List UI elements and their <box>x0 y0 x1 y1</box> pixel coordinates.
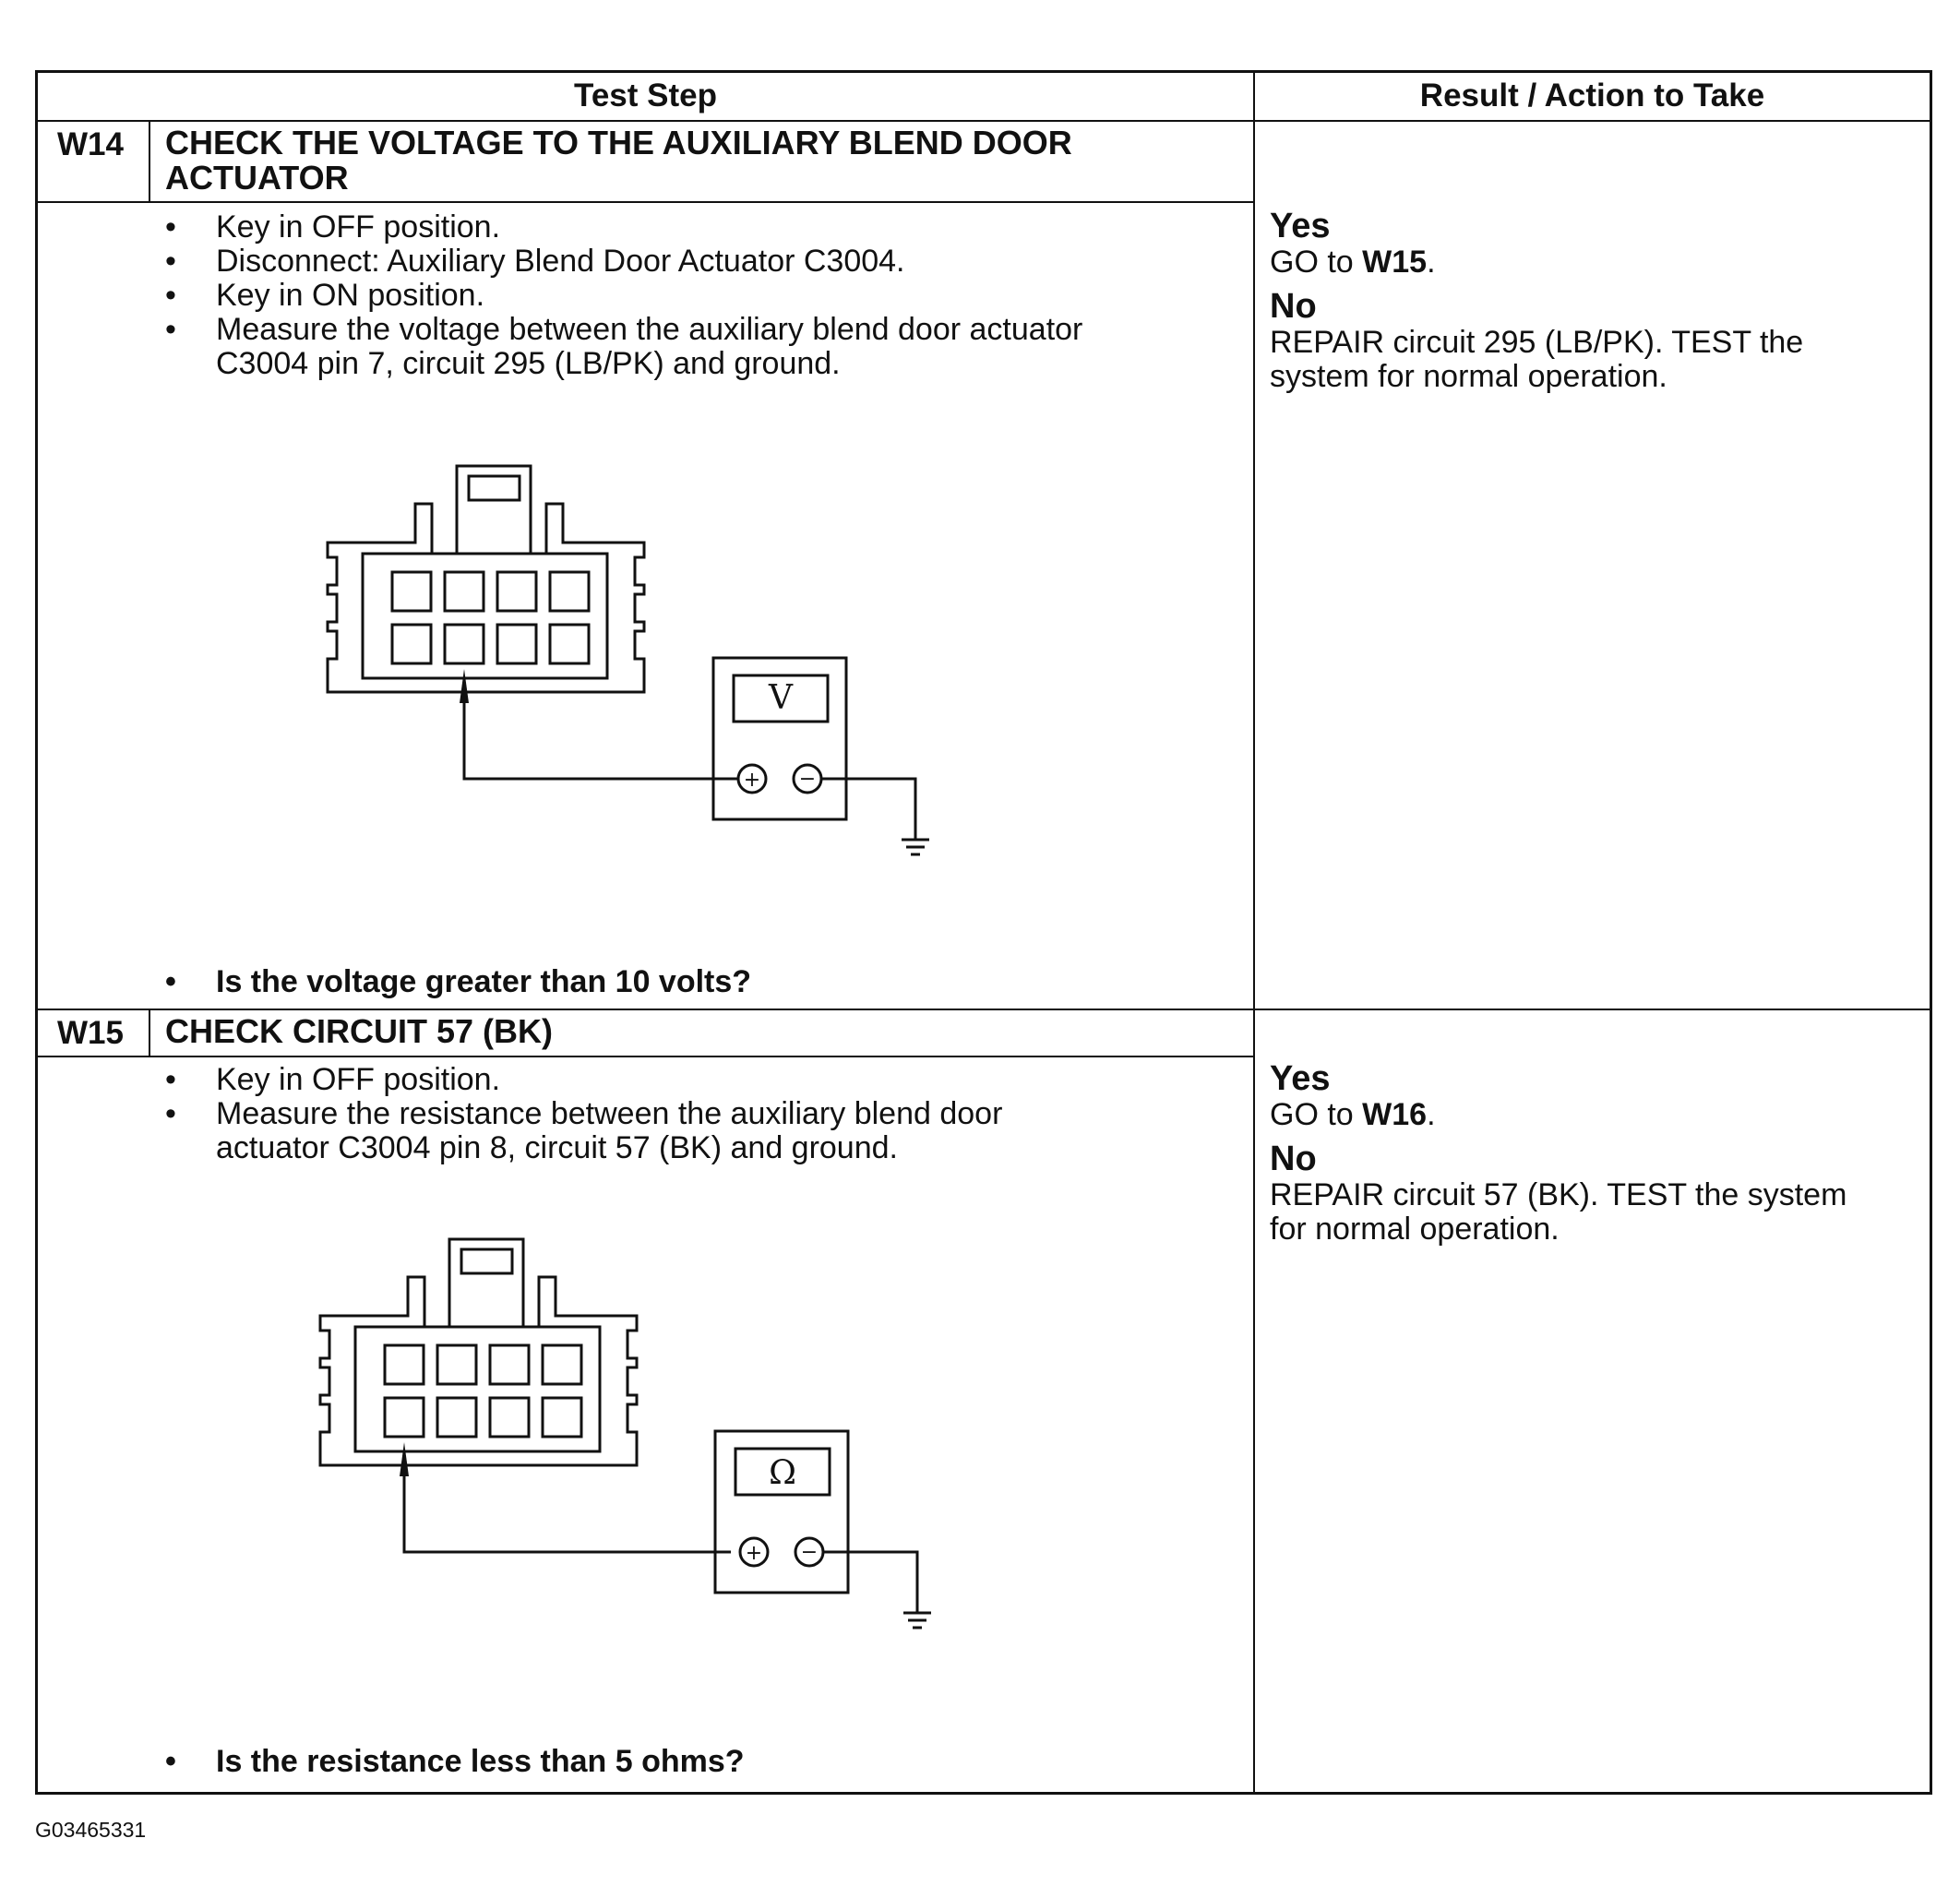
w14-no-line1: REPAIR circuit 295 (LB/PK). TEST the <box>1270 325 1804 360</box>
w15-question: • Is the resistance less than 5 ohms? <box>165 1744 745 1780</box>
step-id-w14: W14 <box>57 126 124 162</box>
w15-yes-action <box>1270 1098 1846 1132</box>
probe-tip <box>460 669 469 703</box>
ground-icon <box>903 1613 931 1628</box>
w14-yes-text: GO to <box>1270 245 1354 280</box>
header-result-action: Result / Action to Take <box>1419 78 1765 113</box>
w15-instruction-2-cont: actuator C3004 pin 8, circuit 57 (BK) and ground. <box>216 1130 898 1165</box>
column-divider <box>1253 70 1255 1795</box>
w14-yes-suffix: . <box>1427 245 1436 280</box>
w14-no-line2: system for normal operation. <box>1270 359 1667 394</box>
step-title-w14-line2: ACTUATOR <box>165 159 349 197</box>
header-test-step: Test Step <box>574 78 717 113</box>
step-id-w15: W15 <box>57 1015 124 1051</box>
probe-tip <box>400 1442 409 1476</box>
w15-no-line1: REPAIR circuit 57 (BK). TEST the system <box>1270 1177 1847 1212</box>
table-border-left <box>35 70 38 1795</box>
connector-pin-7 <box>445 625 484 663</box>
w15-yes-label: Yes <box>1270 1059 1331 1098</box>
w14-yes-action <box>1270 245 1803 280</box>
meter-symbol-ohms: Ω <box>769 1454 796 1492</box>
header-divider <box>35 120 1932 122</box>
connector-latch <box>461 1249 512 1273</box>
w14-connector-voltmeter-diagram <box>323 461 950 886</box>
w15-title-underline <box>35 1056 1255 1057</box>
step-title-w14-line1: CHECK THE VOLTAGE TO THE AUXILIARY BLEND DOOR <box>165 124 1072 161</box>
w14-title-underline <box>35 201 1255 203</box>
w14-results <box>1270 207 1803 394</box>
w14-yes-target: W15 <box>1362 245 1428 280</box>
w14-instruction-4-cont: C3004 pin 7, circuit 295 (LB/PK) and ground. <box>216 346 841 381</box>
meter-plus-label: + <box>745 1542 763 1565</box>
meter-plus-label: + <box>743 769 761 792</box>
w14-no-label: No <box>1270 287 1317 326</box>
ground-icon <box>902 840 929 854</box>
w15-results <box>1270 1059 1846 1247</box>
w14-instructions <box>165 210 1082 381</box>
w14-instruction-3: • Key in ON position. <box>165 279 1082 313</box>
table-border-bottom <box>35 1792 1932 1795</box>
w15-yes-suffix: . <box>1427 1097 1436 1132</box>
figure-code: G03465331 <box>35 1818 147 1842</box>
w15-connector-ohmmeter-diagram <box>316 1235 943 1659</box>
meter-minus-label: − <box>800 1541 819 1564</box>
probe-lead <box>404 1476 731 1552</box>
meter-symbol-volts: V <box>769 679 793 717</box>
connector-latch <box>469 476 520 500</box>
w14-yes-label: Yes <box>1270 207 1331 245</box>
table-border-right <box>1930 70 1932 1795</box>
row-divider-w14-w15 <box>35 1009 1932 1010</box>
w15-no-label: No <box>1270 1140 1317 1178</box>
connector-pin-8 <box>385 1398 424 1437</box>
w15-instruction-1: • Key in OFF position. <box>165 1063 1002 1097</box>
w15-instructions <box>165 1063 1002 1165</box>
step-title-w15: CHECK CIRCUIT 57 (BK) <box>165 1012 554 1050</box>
meter-minus-label: − <box>798 768 817 791</box>
w15-yes-target: W16 <box>1362 1097 1428 1132</box>
w15-yes-text: GO to <box>1270 1097 1354 1132</box>
w14-question: • Is the voltage greater than 10 volts? <box>165 964 751 1000</box>
w15-id-divider <box>149 1009 150 1057</box>
ground-lead <box>823 1552 917 1613</box>
w14-id-divider <box>149 120 150 203</box>
w15-no-line2: for normal operation. <box>1270 1212 1560 1247</box>
probe-lead <box>464 703 738 779</box>
w14-instruction-2: • Disconnect: Auxiliary Blend Door Actuator C3004. <box>165 245 1082 279</box>
w14-instruction-4: • Measure the voltage between the auxiliary blend door actuator <box>165 313 1082 347</box>
ground-lead <box>821 779 915 840</box>
w15-instruction-2: • Measure the resistance between the auxiliary blend door <box>165 1097 1002 1131</box>
w14-instruction-1: • Key in OFF position. <box>165 210 1082 245</box>
table-border-top <box>35 70 1932 73</box>
